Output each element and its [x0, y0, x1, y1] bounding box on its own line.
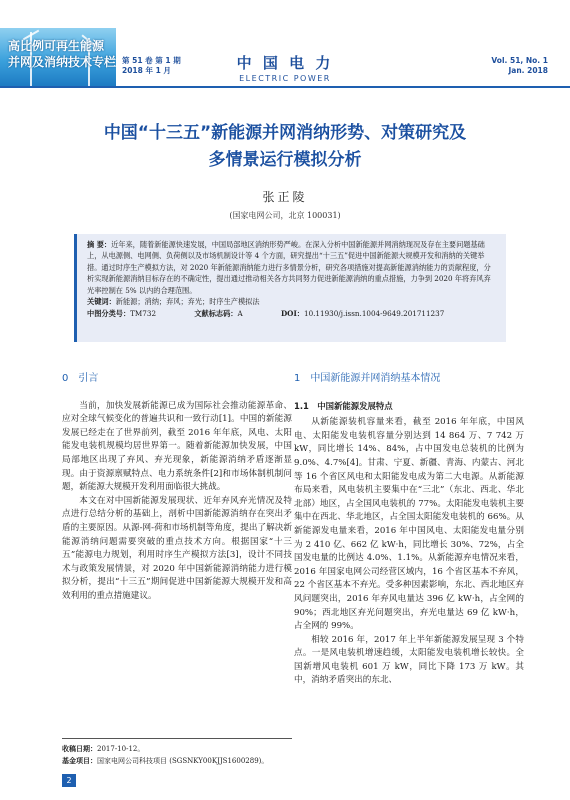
date-cn: 2018 年 1 月: [122, 66, 171, 75]
abstract-body: [87, 239, 496, 296]
journal-header: [0, 0, 570, 100]
keywords-label: 关键词：: [87, 297, 116, 307]
received-value: 2017-10-12。: [97, 745, 145, 753]
doi-label: DOI：: [280, 309, 304, 319]
clc-value: TM732: [130, 309, 157, 319]
banner-line1: 高比例可再生能源: [8, 39, 105, 53]
header-rule: [0, 86, 570, 88]
doc-code-label: 文献标志码：: [194, 309, 238, 319]
title-line2: 多情景运行模拟分析: [208, 150, 362, 170]
volume-cn: 第 51 卷 第 1 期: [122, 56, 181, 65]
received-label: 收稿日期：: [62, 744, 97, 753]
abstract-label: 摘 要：: [87, 240, 112, 249]
doi-value: 10.11930/j.issn.1004-9649.201711237: [304, 309, 445, 319]
section-heading-1: 1 中国新能源并网消纳基本情况: [294, 373, 441, 384]
fund-label: 基金项目：: [62, 756, 97, 765]
subsection-heading-1-1: 1.1 中国新能源发展特点: [294, 400, 393, 411]
section1-paragraph-2: 相较 2016 年，2017 年上半年新能源发展呈现 3 个特点。一是风电装机增速趋缓，太阳能发电装机增长较快。全国新增风电装机 601 万 kW，同比下降 173 万 kW。其中，消纳矛盾突出的东北、: [294, 634, 524, 686]
article-title: [0, 120, 570, 174]
section1-paragraph-1: 从新能源装机容量来看，截至 2016 年年底，中国风电、太阳能发电装机容量分别达到 14 864 万、7 742 万 kW，同比增长 14%、84%，占中国发电总装机的比例为 9.0%、4.7%[4]。甘肃、宁夏、新疆、青海、内蒙古、河北等 16 个省区风电和太阳能发电成为第二大电源。从新能源布局来看，风电装机主要集中在“三北”（东北、西北、华北北部）地区，占全国风电装机的 77%。太阳能发电装机主要集中在西北、华北地区，占全国太阳能发电装机的 66%。从新能源发电量来看，2016 年中国风电、太阳能发电量分别为 2 410 亿、662 亿 kW·h，同比增长 30%、72%，占全国发电量的比例达 4.0%、1.1%。从新能源弃电情况来看，2016 年国家电网公司经营区域内，16 个省区基本不弃风，22 个省区基本不弃光。受多种因素影响，东北、西北地区弃风问题突出，2016 年弃风电量达 396 亿 kW·h，占全网的 90%；西北地区弃光问题突出，弃光电量达 69 亿 kW·h，占全网的 99%。: [294, 417, 524, 632]
received-date: [62, 743, 292, 755]
right-column: [294, 372, 524, 688]
intro-paragraph-2: 本文在对中国新能源发展现状、近年弃风弃光情况及特点进行总结分析的基础上，剖析中国新能源消纳存在突出矛盾的主要原因。从源-网-荷和市场机制等角度，提出了解决新能源消纳问题需要突破的重点技术方向。根据国家“十三五”能源电力规划，利用时序生产模拟方法[3]，设计不同技术与政策发展情景，对 2020 年中国新能源消纳能力进行模拟分析，提出“十三五”期间促进中国新能源大规模开发和高效利用的重点措施建议。: [62, 495, 292, 601]
left-column: [62, 372, 292, 604]
keywords-text: 新能源；消纳；弃风；弃光；时序生产模拟法: [115, 297, 260, 307]
abstract-text: 近年来，随着新能源快速发展，中国局部地区消纳形势严峻。在深入分析中国新能源并网消纳现况及存在主要问题基础上，从电源侧、电网侧、负荷侧以及市场机制设计等 4 个方面，研究提出“十三五”促进中国新能源大规模开发和消纳的关键举措。通过时序生产模拟方法，对 2020 年新能源消纳能力进行多情景分析，研究各项措施对提高新能源消纳能力的贡献程度，分析实现新能源消纳目标存在的不确定性，提出通过推动相关各方共同努力促进新能源消纳的重点措施，力争到 2020 年将弃风弃光率控制在 5% 以内的合理范围。: [87, 240, 491, 295]
author-name: 张正陵: [262, 190, 308, 204]
journal-name-cn: 中 国 电 力: [236, 54, 334, 72]
author-affiliation: (国家电网公司，北京 100031): [229, 211, 341, 220]
date-en: Jan. 2018: [508, 66, 548, 75]
title-line1: 中国“十三五”新能源并网消纳形势、对策研究及: [103, 123, 467, 143]
journal-name: [0, 52, 570, 83]
volume-en: Vol. 51, No. 1: [491, 56, 548, 65]
section-heading-intro: 0 引言: [62, 373, 99, 384]
journal-name-en: ELECTRIC POWER: [239, 74, 331, 83]
fund-info: [62, 755, 292, 767]
intro-paragraph-1: 当前，加快发展新能源已成为国际社会推动能源革命、应对全球气候变化的普遍共识和一致行动[1]。中国的新能源发展已经走在了世界前列，截至 2016 年年底，风电、太阳能发电装机规模均居世界第一。随着新能源加快发展，中国局部地区出现了弃风、弃光现象，新能源消纳矛盾逐渐显现。由于资源禀赋特点、电力系统条件[2]和市场体制机制问题，新能源大规模开发利用面临很大挑战。: [62, 400, 292, 493]
issue-info-en: [491, 56, 548, 76]
doc-code-value: A: [237, 309, 243, 319]
fund-value: 国家电网公司科技项目 (SGSNKY00KJJS1600289)。: [97, 757, 269, 765]
footnote: [62, 738, 292, 767]
keywords: [87, 296, 496, 307]
abstract-box: [74, 234, 506, 342]
page-number: 2: [62, 774, 76, 787]
banner-line2: 并网及消纳技术专栏: [8, 55, 116, 69]
classification-line: [87, 308, 496, 319]
clc-label: 中图分类号：: [87, 309, 131, 319]
